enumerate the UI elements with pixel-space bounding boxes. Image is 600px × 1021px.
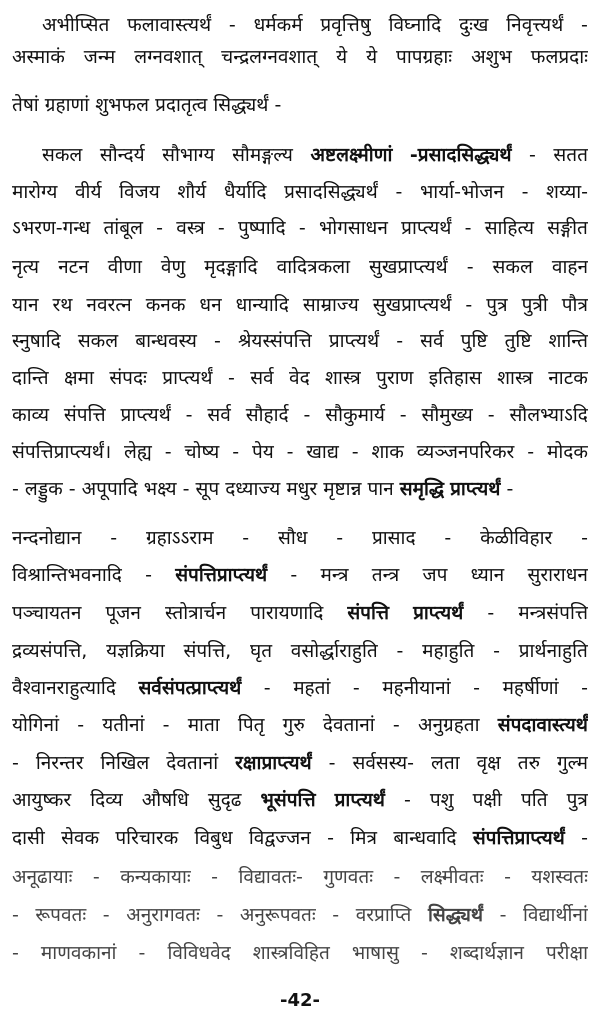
text-line: यान रथ नवरत्न कनक धन धान्यादि साम्राज्य सुखप्राप्त्यर्थं - पुत्र पुत्री पौत्र	[12, 294, 588, 316]
text-line: - रूपवतः - अनुरागवतः - अनुरूपवतः - वरप्राप्ति सिद्ध्यर्थं - विद्यार्थीनां	[12, 904, 588, 926]
text-line: - निरन्तर निखिल देवतानां रक्षाप्राप्त्यर्थं - सर्वसस्य- लता वृक्ष तरु गुल्म	[12, 752, 588, 774]
text-line: - माणवकानां - विविधवेद शास्त्रविहित भाषासु - शब्दार्थज्ञान परीक्षा	[12, 942, 588, 964]
text-line: नन्दनोद्यान - ग्रहाऽऽराम - सौध - प्रासाद - केळीविहार -	[12, 527, 588, 549]
text-line: मारोग्य वीर्य विजय शौर्य धैर्यादि प्रसादसिद्ध्यर्थं - भार्या-भोजन - शय्या-	[12, 181, 588, 203]
text-line: नृत्य नटन वीणा वेणु मृदङ्गादि वादित्रकला सुखप्राप्त्यर्थं - सकल वाहन	[12, 256, 588, 278]
text-line: अभीप्सित फलावास्त्यर्थं - धर्मकर्म प्रवृत्तिषु विघ्नादि दुःख निवृत्त्यर्थं -	[42, 14, 588, 36]
text-line: वैश्वानराहुत्यादि सर्वसंपत्प्राप्त्यर्थं - महतां - महनीयानां - महर्षीणां -	[12, 677, 588, 699]
text-line: तेषां ग्रहाणां शुभफल प्रदातृत्व सिद्ध्यर्थं -	[12, 94, 282, 116]
text-line: दासी सेवक परिचारक विबुध विद्वज्जन - मित्र बान्धवादि संपत्तिप्राप्त्यर्थं -	[12, 827, 588, 849]
text-line: दान्ति क्षमा संपदः प्राप्त्यर्थं - सर्व वेद शास्त्र पुराण इतिहास शास्त्र नाटक	[12, 367, 588, 389]
text-line: अनूढायाः - कन्यकायाः - विद्यावतः- गुणवतः - लक्ष्मीवतः - यशस्वतः	[12, 866, 588, 888]
text-line: आयुष्कर दिव्य औषधि सुदृढ भूसंपत्ति प्राप्त्यर्थं - पशु पक्षी पति पुत्र	[12, 789, 588, 811]
page-number: -42-	[280, 990, 320, 1011]
text-line: संपत्तिप्राप्त्यर्थं। लेह्य - चोष्य - पेय - खाद्य - शाक व्यञ्जनपरिकर - मोदक	[12, 441, 588, 463]
text-line: काव्य संपत्ति प्राप्त्यर्थं - सर्व सौहार्द - सौकुमार्य - सौमुख्य - सौलभ्याऽदि	[12, 404, 588, 426]
text-line: पञ्चायतन पूजन स्तोत्रार्चन पारायणादि संपत्ति प्राप्त्यर्थं - मन्त्रसंपत्ति	[12, 602, 588, 624]
text-line: स्नुषादि सकल बान्धवस्य - श्रेयस्संपत्ति प्राप्त्यर्थं - सर्व पुष्टि तुष्टि शान्ति	[12, 330, 588, 352]
text-line: ऽभरण-गन्ध तांबूल - वस्त्र - पुष्पादि - भोगसाधन प्राप्त्यर्थं - साहित्य सङ्गीत	[12, 217, 588, 239]
text-line: - लड्डुक - अपूपादि भक्ष्य - सूप दध्याज्य मधुर मृष्टान्न पान समृद्धि प्राप्त्यर्थं -	[12, 478, 514, 500]
text-line: अस्माकं जन्म लग्नवशात् चन्द्रलग्नवशात् ये ये पापग्रहाः अशुभ फलप्रदाः	[12, 46, 588, 68]
text-line: द्रव्यसंपत्ति, यज्ञक्रिया संपत्ति, घृत वसोर्द्धाराहुति - महाहुति - प्रार्थनाहुति	[12, 640, 588, 662]
text-line: विश्रान्तिभवनादि - संपत्तिप्राप्त्यर्थं - मन्त्र तन्त्र जप ध्यान सुराराधन	[12, 564, 588, 586]
text-line: योगिनां - यतीनां - माता पितृ गुरु देवतानां - अनुग्रहता संपदावास्त्यर्थं	[12, 714, 588, 736]
text-line: सकल सौन्दर्य सौभाग्य सौमङ्गल्य अष्टलक्ष्मीणां -प्रसादसिद्ध्यर्थं - सतत	[42, 144, 588, 166]
